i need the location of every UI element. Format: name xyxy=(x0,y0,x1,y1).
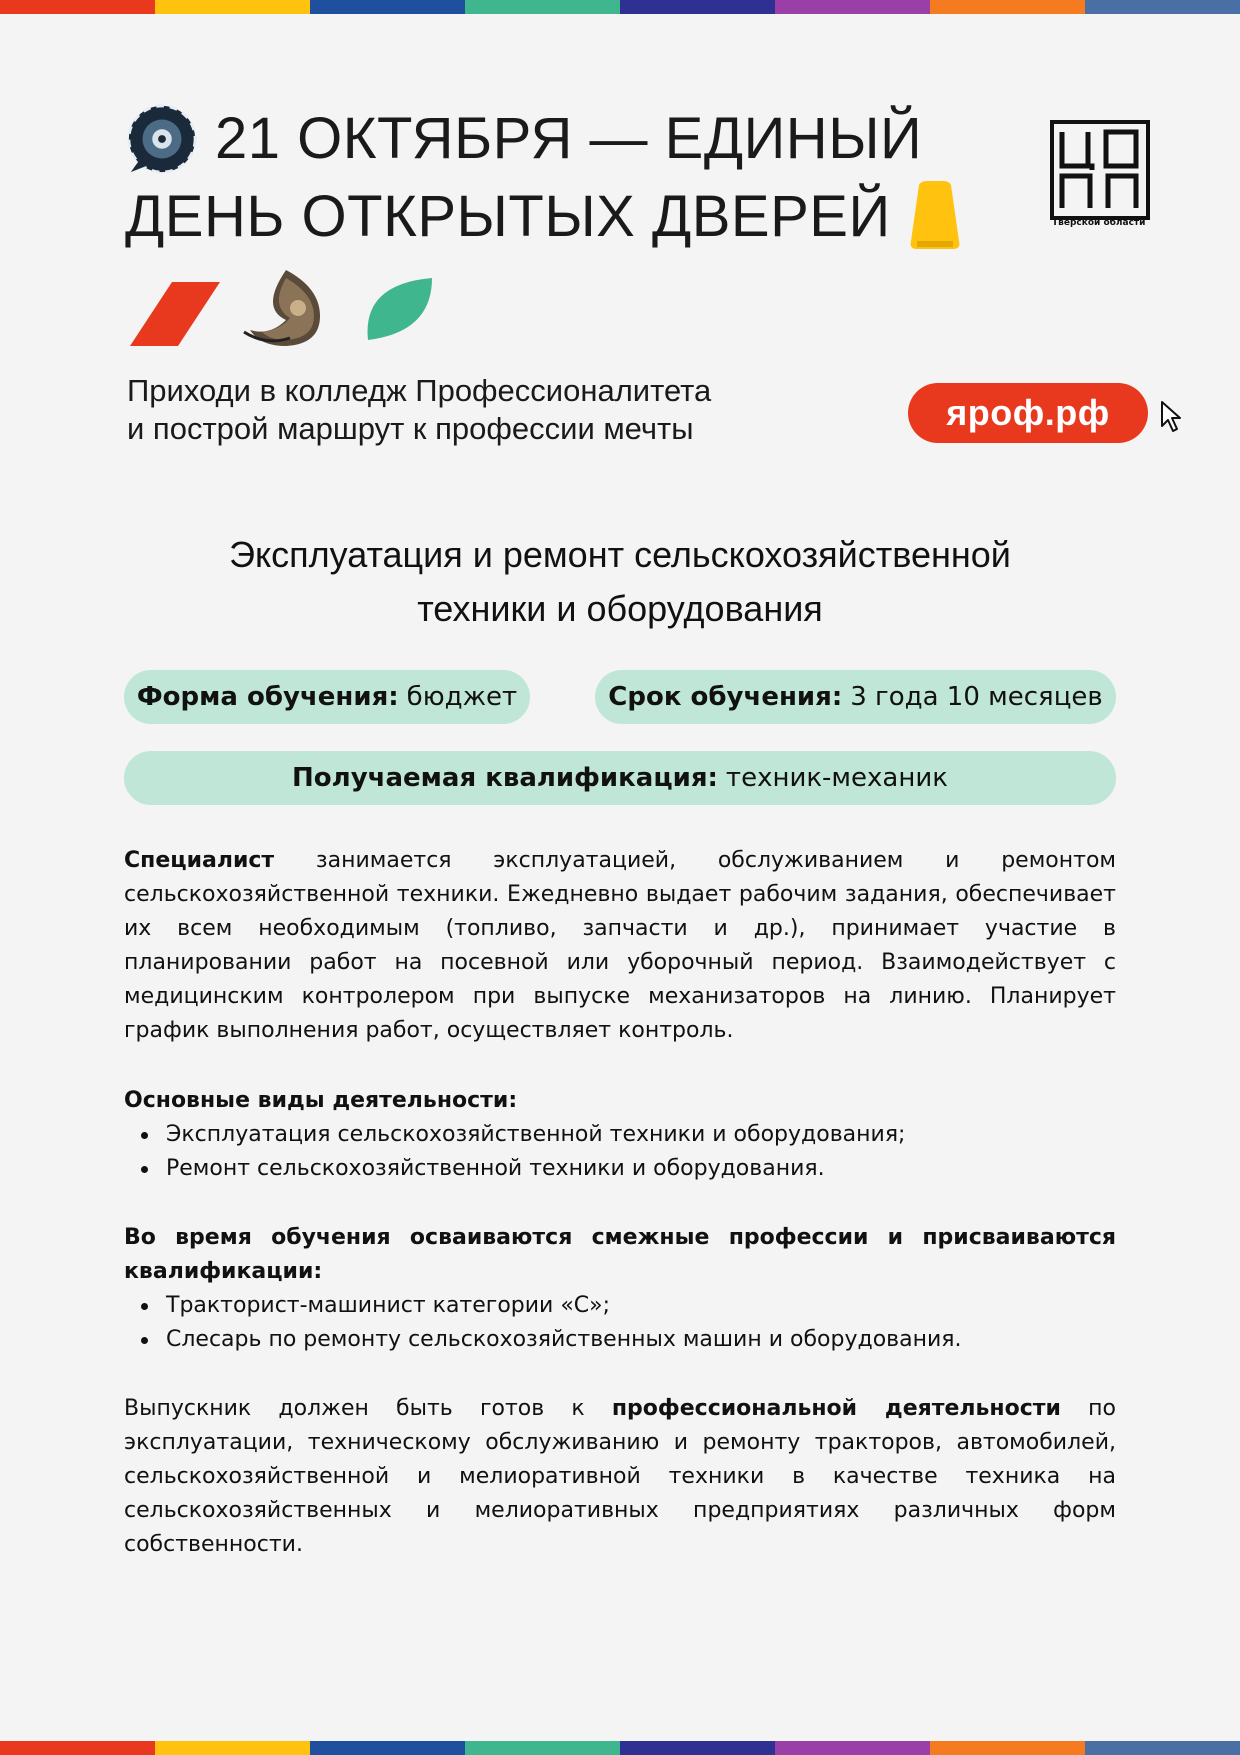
stripe-segment xyxy=(775,0,930,14)
qualification-label: Получаемая квалификация: xyxy=(292,763,718,793)
related-professions-list xyxy=(124,1289,1116,1357)
top-color-stripe xyxy=(0,0,1240,14)
specialist-description xyxy=(124,844,1116,1048)
stripe-segment xyxy=(0,0,155,14)
photo-drop xyxy=(240,268,332,348)
stripe-segment xyxy=(310,0,465,14)
bell-icon xyxy=(907,181,963,253)
study-form-badge xyxy=(124,670,530,724)
cursor-icon xyxy=(1160,400,1184,434)
headline xyxy=(125,100,985,256)
program-title xyxy=(124,528,1116,636)
study-form-value: бюджет xyxy=(406,682,518,712)
graduate-text-end: по эксплуатации, техническому обслуживанию и ремонту тракторов, автомобилей, сельскохозяйственной и мелиоративной техники в качестве техника на сельскохозяйственных и мелиоративных предприятиях различных форм собственности. xyxy=(124,1396,1116,1557)
tagline-line-2: и построй маршрут к профессии мечты xyxy=(127,411,694,446)
qualification-value: техник-механик xyxy=(725,763,948,793)
list-item: Ремонт сельскохозяйственной техники и оборудования. xyxy=(124,1152,1116,1186)
graduate-description xyxy=(124,1392,1116,1562)
stripe-segment xyxy=(620,1741,775,1755)
tagline xyxy=(127,372,887,448)
site-link-button[interactable] xyxy=(908,383,1148,443)
stripe-segment xyxy=(465,0,620,14)
stripe-segment xyxy=(155,0,310,14)
copp-logo-subtitle: Тверской области xyxy=(1052,218,1146,228)
list-item: Тракторист-машинист категории «С»; xyxy=(124,1289,1116,1323)
decor-shapes xyxy=(130,268,450,348)
qualification-badge xyxy=(124,751,1116,805)
study-term-label: Срок обучения: xyxy=(608,682,843,712)
specialist-text: занимается эксплуатацией, обслуживанием и ремонтом сельскохозяйственной техники. Ежедневно выдает рабочим задания, обеспечивает их всем необходимым (топливо, запчасти и др.), принимает участие в планировании работ на посевной или уборочный период. Взаимодействует с медицинским контролером при выпуске механизаторов на линию. Планирует график выполнения работ, осуществляет контроль. xyxy=(124,848,1116,1043)
stripe-segment xyxy=(1085,1741,1240,1755)
list-item: Эксплуатация сельскохозяйственной техники и оборудования; xyxy=(124,1118,1116,1152)
stripe-segment xyxy=(620,0,775,14)
study-term-badge xyxy=(595,670,1116,724)
activities-heading: Основные виды деятельности: xyxy=(124,1088,518,1113)
stripe-segment xyxy=(155,1741,310,1755)
stripe-segment xyxy=(310,1741,465,1755)
stripe-segment xyxy=(930,0,1085,14)
study-term-value: 3 года 10 месяцев xyxy=(850,682,1103,712)
bottom-color-stripe xyxy=(0,1741,1240,1755)
study-form-label: Форма обучения: xyxy=(136,682,399,712)
related-professions-heading: Во время обучения осваиваются смежные профессии и присваиваются квалификации: xyxy=(124,1225,1116,1284)
specialist-term: Специалист xyxy=(124,848,275,873)
stripe-segment xyxy=(930,1741,1085,1755)
gear-icon xyxy=(123,100,201,178)
headline-line-2: ДЕНЬ ОТКРЫТЫХ ДВЕРЕЙ xyxy=(125,184,891,249)
list-item: Слесарь по ремонту сельскохозяйственных машин и оборудования. xyxy=(124,1323,1116,1357)
graduate-text-bold: профессиональной деятельности xyxy=(611,1396,1061,1421)
copp-logo xyxy=(1050,120,1150,230)
program-title-line-1: Эксплуатация и ремонт сельскохозяйственной xyxy=(229,534,1011,575)
green-leaf xyxy=(362,276,434,342)
stripe-segment xyxy=(1085,0,1240,14)
stripe-segment xyxy=(775,1741,930,1755)
headline-line-1: 21 ОКТЯБРЯ — ЕДИНЫЙ xyxy=(215,106,923,171)
stripe-segment xyxy=(465,1741,620,1755)
graduate-text-start: Выпускник должен быть готов к xyxy=(124,1396,612,1421)
red-parallelogram xyxy=(130,282,220,346)
stripe-segment xyxy=(0,1741,155,1755)
tagline-line-1: Приходи в колледж Профессионалитета xyxy=(127,373,712,408)
activities-list xyxy=(124,1118,1116,1186)
site-link-label: яроф.рф xyxy=(946,392,1110,433)
program-title-line-2: техники и оборудования xyxy=(417,588,823,629)
